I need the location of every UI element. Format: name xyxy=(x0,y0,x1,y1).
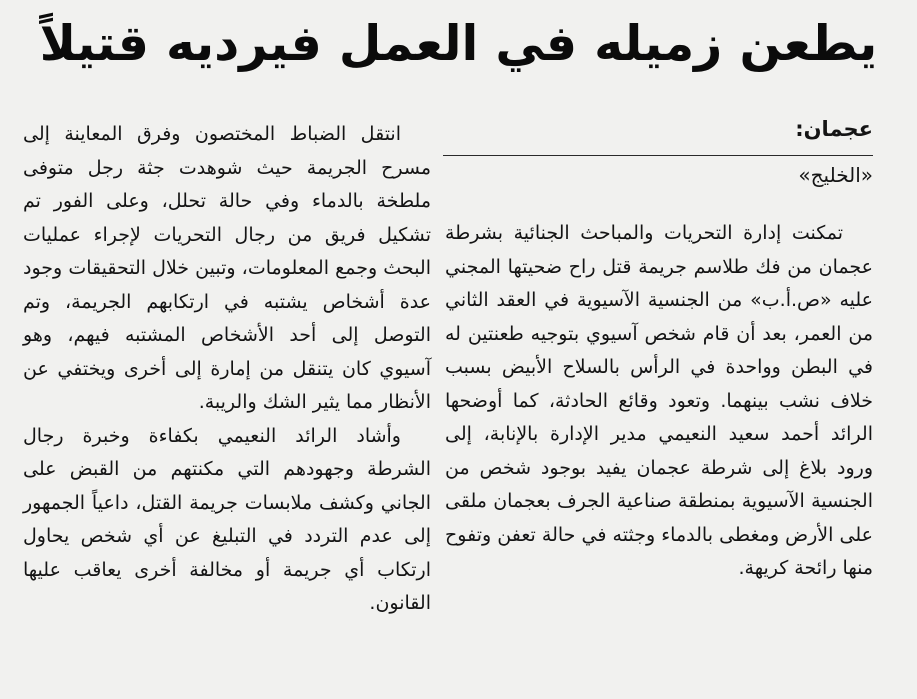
article-column-left xyxy=(23,118,431,621)
article-paragraph: انتقل الضباط المختصون وفرق المعاينة إلى مسرح الجريمة حيث شوهدت جثة رجل متوفى ملطخة بالدماء وفي حالة تحلل، وعلى الفور تم تشكيل فريق من رجال التحريات لإجراء عمليات البحث وجمع المعلومات، وتبين خلال التحقيقات وجود عدة أشخاص يشتبه في ارتكابهم الجريمة، وتم التوصل إلى أحد الأشخاص المشتبه فيهم، وهو آسيوي كان يتنقل من إمارة إلى أخرى ويختفي عن الأنظار مما يثير الشك والريبة. xyxy=(23,123,431,413)
article-paragraph: تمكنت إدارة التحريات والمباحث الجنائية بشرطة عجمان من فك طلاسم جريمة قتل راح ضحيتها المجني عليه «ص.أ.ب» من الجنسية الآسيوية في العقد الثاني من العمر، بعد أن قام شخص آسيوي بتوجيه طعنتين له في البطن وواحدة في الرأس بالسلاح الأبيض بسبب خلاف نشب بينهما. وتعود وقائع الحادثة، كما أوضحها الرائد أحمد سعيد النعيمي مدير الإدارة بالإنابة، إلى ورود بلاغ إلى شرطة عجمان يفيد بوجود شخص من الجنسية الآسيوية بمنطقة صناعية الجرف بعجمان ملقى على الأرض ومغطى بالدماء وجثته في حالة تعفن وتفوح منها رائحة كريهة. xyxy=(445,222,873,579)
dateline: عجمان: xyxy=(795,117,873,141)
divider-rule xyxy=(443,155,873,156)
article-column-right xyxy=(445,217,873,586)
headline: يطعن زميله في العمل فيرديه قتيلاً xyxy=(39,15,878,72)
article-paragraph: وأشاد الرائد النعيمي بكفاءة وخبرة رجال الشرطة وجهودهم التي مكنتهم من القبض على الجاني وكشف ملابسات جريمة القتل، داعياً الجمهور إلى عدم التردد في التبليغ عن أي شخص يحاول ارتكاب أي جريمة أو مخالفة أخرى يعاقب عليها القانون. xyxy=(23,424,431,614)
source-credit: «الخليج» xyxy=(798,163,873,187)
